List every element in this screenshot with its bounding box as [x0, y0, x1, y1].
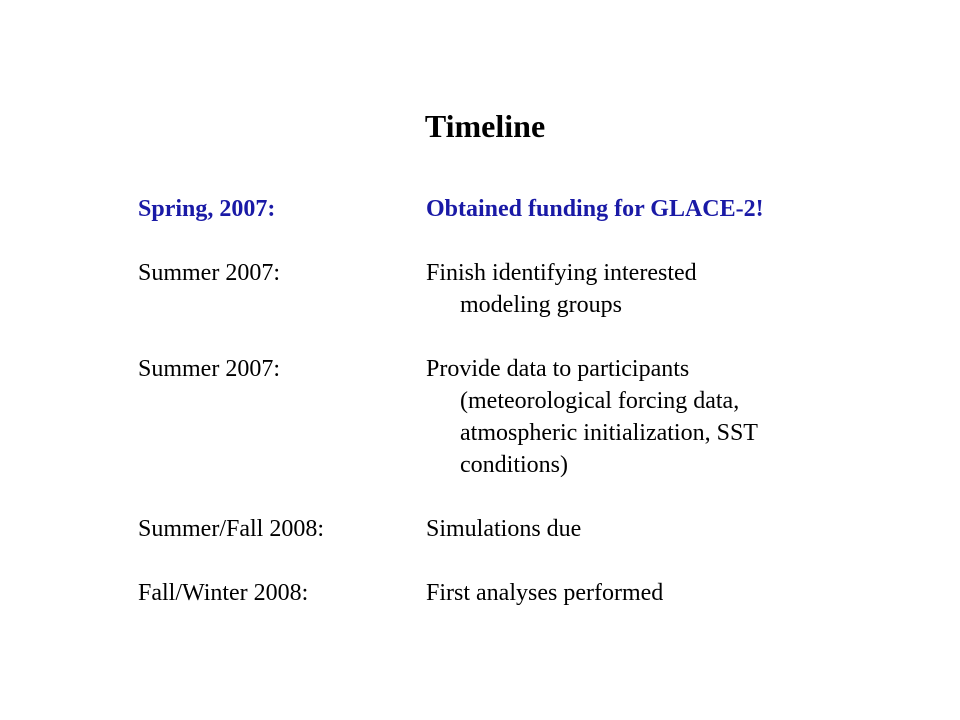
description-line: Obtained funding for GLACE-2!	[426, 196, 764, 222]
timeline-date: Summer 2007:	[138, 356, 280, 382]
timeline-description	[426, 257, 838, 321]
description-line: First analyses performed	[426, 580, 664, 606]
timeline-date: Fall/Winter 2008:	[138, 580, 309, 606]
timeline-date: Summer 2007:	[138, 260, 280, 286]
description-line: Simulations due	[426, 516, 582, 542]
timeline-date: Spring, 2007:	[138, 196, 276, 222]
description-line: conditions)	[460, 452, 568, 478]
timeline-description	[426, 353, 838, 481]
description-line: atmospheric initialization, SST	[460, 420, 758, 446]
timeline-description	[426, 577, 838, 609]
slide-title: Timeline	[424, 108, 546, 144]
timeline-entry	[138, 193, 838, 225]
timeline-list	[138, 193, 838, 641]
timeline-description	[426, 513, 838, 545]
timeline-description	[426, 193, 838, 225]
timeline-date: Summer/Fall 2008:	[138, 516, 324, 542]
description-line: Finish identifying interested	[426, 260, 697, 286]
timeline-entry	[138, 257, 838, 321]
timeline-entry	[138, 513, 838, 545]
description-line: modeling groups	[460, 292, 622, 318]
description-line: (meteorological forcing data,	[460, 388, 740, 414]
description-line: Provide data to participants	[426, 356, 690, 382]
timeline-entry	[138, 577, 838, 609]
timeline-entry	[138, 353, 838, 481]
